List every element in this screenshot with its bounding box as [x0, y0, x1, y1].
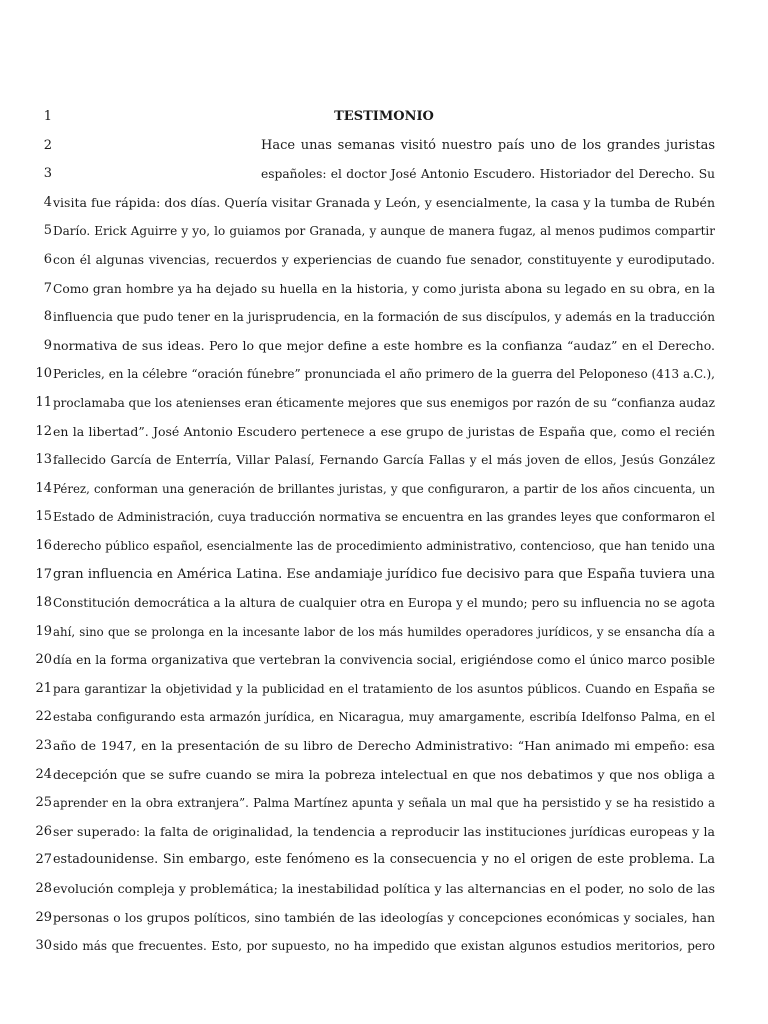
doc-line	[0, 532, 768, 561]
line-text: con él algunas vivencias, recuerdos y experiencias de cuando fue senador, constituyente y eurodiputado.	[53, 252, 715, 267]
document-title: TESTIMONIO	[334, 109, 434, 124]
line-number: 22	[35, 709, 52, 725]
line-text: estaba configurando esta armazón jurídica, en Nicaragua, muy amargamente, escribía Idelfonso Palma, en el	[53, 710, 715, 725]
doc-line	[0, 846, 768, 875]
line-text: Como gran hombre ya ha dejado su huella en la historia, y como jurista abona su legado en su obra, en la	[53, 281, 715, 296]
line-number: 28	[35, 881, 52, 897]
doc-line	[0, 160, 768, 189]
line-text: gran influencia en América Latina. Ese andamiaje jurídico fue decisivo para que España tuviera una	[53, 566, 715, 582]
doc-line	[0, 103, 768, 132]
line-text: evolución compleja y problemática; la inestabilidad política y las alternancias en el poder, no solo de las	[53, 881, 715, 897]
doc-line	[0, 618, 768, 647]
doc-line	[0, 875, 768, 904]
doc-line	[0, 818, 768, 847]
line-text: personas o los grupos políticos, sino también de las ideologías y concepciones económicas y sociales, han	[53, 910, 715, 925]
line-text: Hace unas semanas visitó nuestro país uno de los grandes juristas	[261, 137, 715, 153]
doc-line	[0, 475, 768, 504]
doc-line	[0, 275, 768, 304]
line-text: ser superado: la falta de originalidad, la tendencia a reproducir las instituciones jurídicas europeas y la	[53, 823, 715, 839]
line-number: 8	[43, 309, 52, 325]
line-number: 14	[35, 480, 52, 496]
line-text: Darío. Erick Aguirre y yo, lo guiamos por Granada, y aunque de manera fugaz, al menos pudimos compartir	[53, 224, 715, 239]
line-text: en la libertad”. José Antonio Escudero pertenece a ese grupo de juristas de España que, como el recién	[53, 423, 715, 439]
doc-line	[0, 503, 768, 532]
line-text: derecho público español, esencialmente las de procedimiento administrativo, contencioso, que han tenido una	[53, 538, 715, 553]
doc-line	[0, 732, 768, 761]
line-number: 12	[35, 423, 52, 439]
line-text: normativa de sus ideas. Pero lo que mejor define a este hombre es la confianza “audaz” en el Derecho.	[53, 337, 715, 353]
line-number: 3	[43, 166, 52, 182]
doc-line	[0, 561, 768, 590]
line-number: 25	[35, 795, 52, 811]
line-number: 5	[43, 223, 52, 239]
doc-line	[0, 761, 768, 790]
line-number: 7	[43, 280, 52, 296]
line-text: Pericles, en la célebre “oración fúnebre” pronunciada el año primero de la guerra del Peloponeso (413 a.C.),	[53, 367, 715, 382]
line-number: 10	[35, 366, 52, 382]
line-text: año de 1947, en la presentación de su libro de Derecho Administrativo: “Han animado mi empeño: esa	[53, 738, 715, 754]
line-text: día en la forma organizativa que vertebran la convivencia social, erigiéndose como el único marco posible	[53, 653, 715, 668]
line-number: 1	[43, 109, 52, 124]
line-number: 4	[43, 194, 52, 210]
line-text: proclamaba que los atenienses eran éticamente mejores que sus enemigos por razón de su “confianza audaz	[53, 395, 715, 410]
line-text: ahí, sino que se prolonga en la incesante labor de los más humildes operadores jurídicos, y se ensancha día a	[53, 624, 715, 639]
line-text: sido más que frecuentes. Esto, por supuesto, no ha impedido que existan algunos estudios meritorios, pero	[53, 939, 715, 954]
line-number: 24	[35, 766, 52, 782]
line-text: visita fue rápida: dos días. Quería visitar Granada y León, y esencialmente, la casa y la tumba de Rubén	[53, 194, 715, 210]
line-number: 30	[35, 938, 52, 954]
doc-line	[0, 332, 768, 361]
document-page	[0, 103, 768, 961]
doc-line	[0, 360, 768, 389]
line-number: 15	[35, 509, 52, 525]
line-text: influencia que pudo tener en la jurisprudencia, en la formación de sus discípulos, y además en la traducción	[53, 310, 715, 325]
doc-line	[0, 589, 768, 618]
doc-line	[0, 246, 768, 275]
line-text: Constitución democrática a la altura de cualquier otra en Europa y el mundo; pero su influencia no se agota	[53, 596, 715, 611]
line-text: decepción que se sufre cuando se mira la pobreza intelectual en que nos debatimos y que nos obliga a	[53, 766, 715, 782]
doc-line	[0, 389, 768, 418]
line-number: 6	[43, 251, 52, 267]
line-number: 27	[35, 852, 52, 868]
line-number: 11	[35, 394, 52, 410]
doc-line	[0, 217, 768, 246]
line-number: 29	[35, 909, 52, 925]
line-text: estadounidense. Sin embargo, este fenómeno es la consecuencia y no el origen de este problema. La	[53, 852, 715, 868]
doc-line	[0, 303, 768, 332]
line-text: aprender en la obra extranjera”. Palma Martínez apunta y señala un mal que ha persistido y se ha resistido a	[53, 796, 715, 811]
doc-line	[0, 703, 768, 732]
line-number: 19	[35, 623, 52, 639]
line-number: 20	[35, 652, 52, 668]
line-text: fallecido García de Enterría, Villar Palasí, Fernando García Fallas y el más joven de ellos, Jesús González	[53, 453, 715, 468]
line-number: 18	[35, 595, 52, 611]
line-number: 16	[35, 537, 52, 553]
line-text: para garantizar la objetividad y la publicidad en el tratamiento de los asuntos públicos. Cuando en España se	[53, 681, 715, 696]
doc-line	[0, 675, 768, 704]
line-text: españoles: el doctor José Antonio Escudero. Historiador del Derecho. Su	[261, 167, 715, 182]
line-number: 26	[35, 823, 52, 839]
doc-line	[0, 418, 768, 447]
line-number: 23	[35, 738, 52, 754]
doc-line	[0, 446, 768, 475]
line-number: 2	[43, 137, 52, 153]
line-text: Pérez, conforman una generación de brillantes juristas, y que configuraron, a partir de los años cincuenta, un	[53, 481, 715, 496]
line-number: 21	[35, 680, 52, 696]
doc-line	[0, 789, 768, 818]
doc-line	[0, 189, 768, 218]
doc-line	[0, 132, 768, 161]
line-number: 17	[35, 566, 52, 582]
doc-line	[0, 932, 768, 961]
doc-line	[0, 904, 768, 933]
line-number: 9	[43, 337, 52, 353]
doc-line	[0, 646, 768, 675]
line-number: 13	[35, 452, 52, 468]
line-text: Estado de Administración, cuya traducción normativa se encuentra en las grandes leyes que conformaron el	[53, 510, 715, 525]
